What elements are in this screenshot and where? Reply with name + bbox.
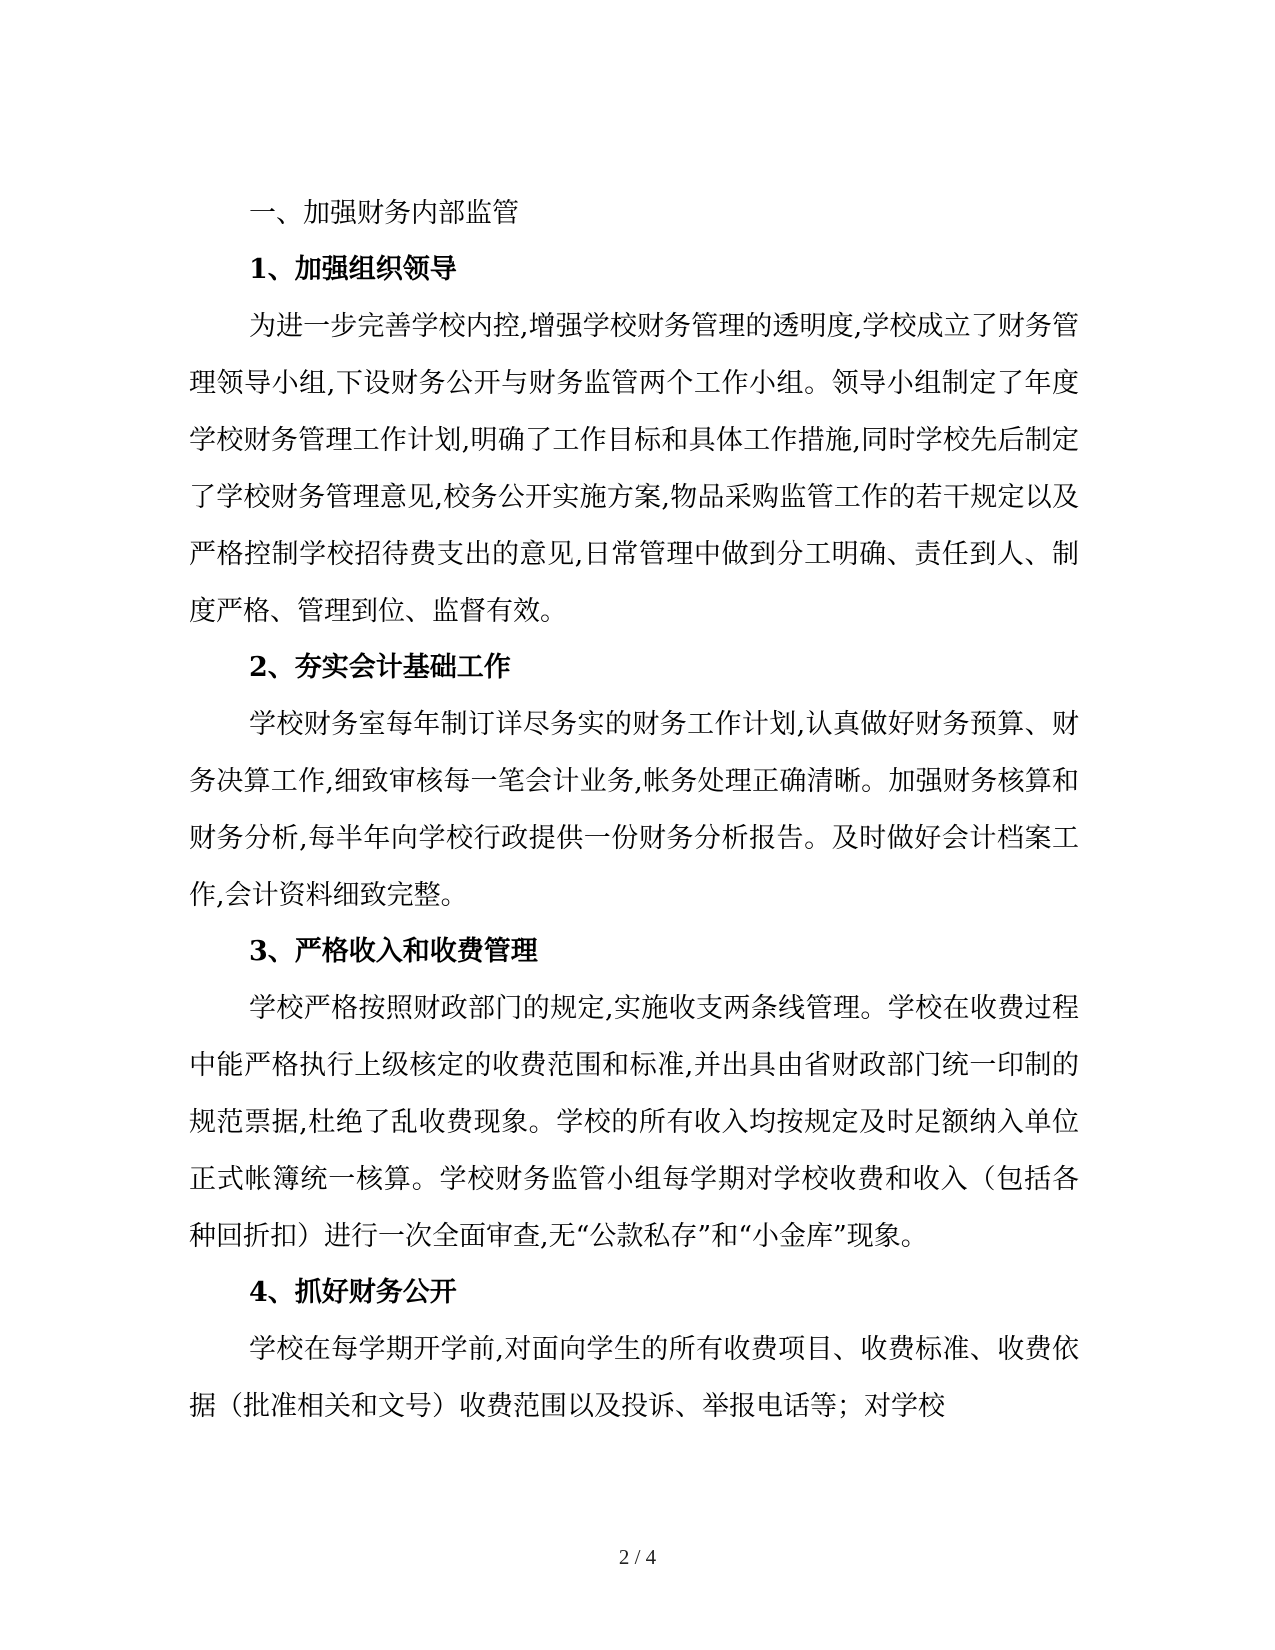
subsection-paragraph-4: 学校在每学期开学前,对面向学生的所有收费项目、收费标准、收费依据（批准相关和文号）收费范围以及投诉、举报电话等；对学校 [189,1334,1079,1422]
document-body [189,186,1079,1435]
subsection-heading-1: 1、加强组织领导 [249,254,457,285]
subsection-heading-2: 2、夯实会计基础工作 [249,652,511,683]
subsection-heading-4: 4、抓好财务公开 [249,1277,457,1308]
section-title: 一、加强财务内部监管 [249,198,519,229]
subsection-heading-3: 3、严格收入和收费管理 [249,936,538,967]
subsection-paragraph-2: 学校财务室每年制订详尽务实的财务工作计划,认真做好财务预算、财务决算工作,细致审核每一笔会计业务,帐务处理正确清晰。加强财务核算和财务分析,每半年向学校行政提供一份财务分析报告。及时做好会计档案工作,会计资料细致完整。 [189,709,1079,911]
subsection-paragraph-1: 为进一步完善学校内控,增强学校财务管理的透明度,学校成立了财务管理领导小组,下设财务公开与财务监管两个工作小组。领导小组制定了年度学校财务管理工作计划,明确了工作目标和具体工作措施,同时学校先后制定了学校财务管理意见,校务公开实施方案,物品采购监管工作的若干规定以及严格控制学校招待费支出的意见,日常管理中做到分工明确、责任到人、制度严格、管理到位、监督有效。 [189,311,1079,627]
subsection-paragraph-3: 学校严格按照财政部门的规定,实施收支两条线管理。学校在收费过程中能严格执行上级核定的收费范围和标准,并出具由省财政部门统一印制的规范票据,杜绝了乱收费现象。学校的所有收入均按规定及时足额纳入单位正式帐簿统一核算。学校财务监管小组每学期对学校收费和收入（包括各种回折扣）进行一次全面审查,无“公款私存”和“小金库”现象。 [189,993,1079,1252]
page-number: 2 / 4 [618,1545,657,1569]
